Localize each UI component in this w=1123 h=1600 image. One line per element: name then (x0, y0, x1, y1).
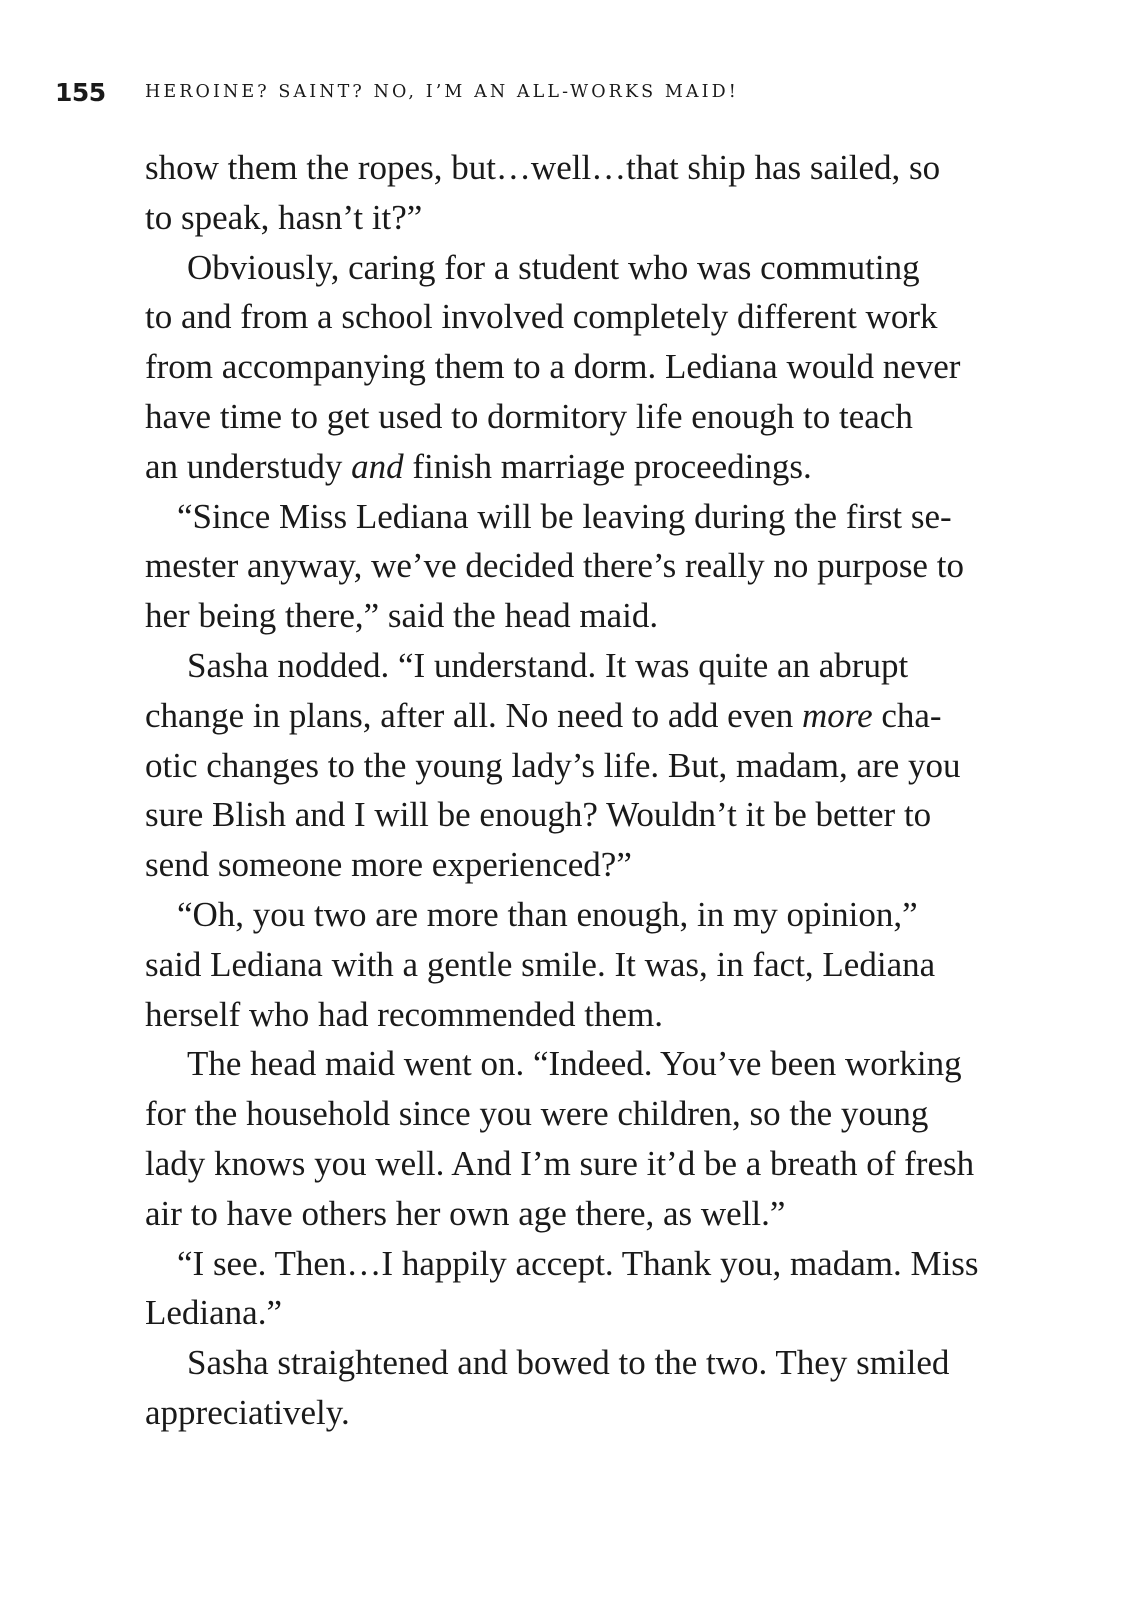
text-line (145, 691, 942, 741)
text-line: lady knows you well. And I’m sure it’d be a breath of fresh (145, 1143, 975, 1183)
body-text (145, 143, 979, 1438)
text-segment: finish marriage proceedings. (403, 446, 812, 486)
text-line: from accompanying them to a dorm. Lediana would never (145, 347, 961, 387)
text-line: mester anyway, we’ve decided there’s really no purpose to (145, 546, 964, 586)
text-line: Lediana.” (145, 1293, 282, 1333)
text-line: Sasha nodded. “I understand. It was quite an abrupt (187, 645, 909, 685)
text-line: “Since Miss Lediana will be leaving during the first se- (177, 496, 952, 536)
text-line: to speak, hasn’t it?” (145, 197, 423, 237)
italic-emphasis: and (351, 446, 404, 486)
text-line: appreciatively. (145, 1392, 350, 1432)
text-segment: cha- (872, 695, 942, 735)
text-line: The head maid went on. “Indeed. You’ve been working (187, 1044, 962, 1084)
text-line: show them the ropes, but…well…that ship has sailed, so (145, 148, 941, 187)
text-line: said Lediana with a gentle smile. It was, in fact, Lediana (145, 944, 936, 984)
text-line: air to have others her own age there, as well.” (145, 1193, 786, 1233)
text-line: sure Blish and I will be enough? Wouldn’t it be better to (145, 795, 932, 835)
text-line: “I see. Then…I happily accept. Thank you, madam. Miss (177, 1243, 979, 1283)
text-segment: change in plans, after all. No need to add even (145, 695, 802, 735)
text-segment: an understudy (145, 446, 352, 486)
text-line: have time to get used to dormitory life enough to teach (145, 396, 913, 436)
text-line: herself who had recommended them. (145, 994, 664, 1034)
page-number: 155 (55, 77, 106, 107)
text-line: Sasha straightened and bowed to the two. They smiled (187, 1343, 950, 1383)
running-head (55, 72, 739, 112)
text-line: send someone more experienced?” (145, 845, 632, 885)
text-line: Obviously, caring for a student who was commuting (187, 247, 920, 287)
text-line: to and from a school involved completely different work (145, 297, 938, 337)
book-title: HEROINE? SAINT? NO, I’M AN ALL-WORKS MAID! (145, 82, 739, 102)
text-line (145, 442, 935, 492)
text-line: otic changes to the young lady’s life. But, madam, are you (145, 745, 961, 785)
italic-emphasis: more (801, 695, 873, 735)
text-line: for the household since you were children, so the young (145, 1094, 929, 1134)
text-line: “Oh, you two are more than enough, in my opinion,” (177, 894, 918, 934)
text-line: her being there,” said the head maid. (145, 596, 659, 636)
